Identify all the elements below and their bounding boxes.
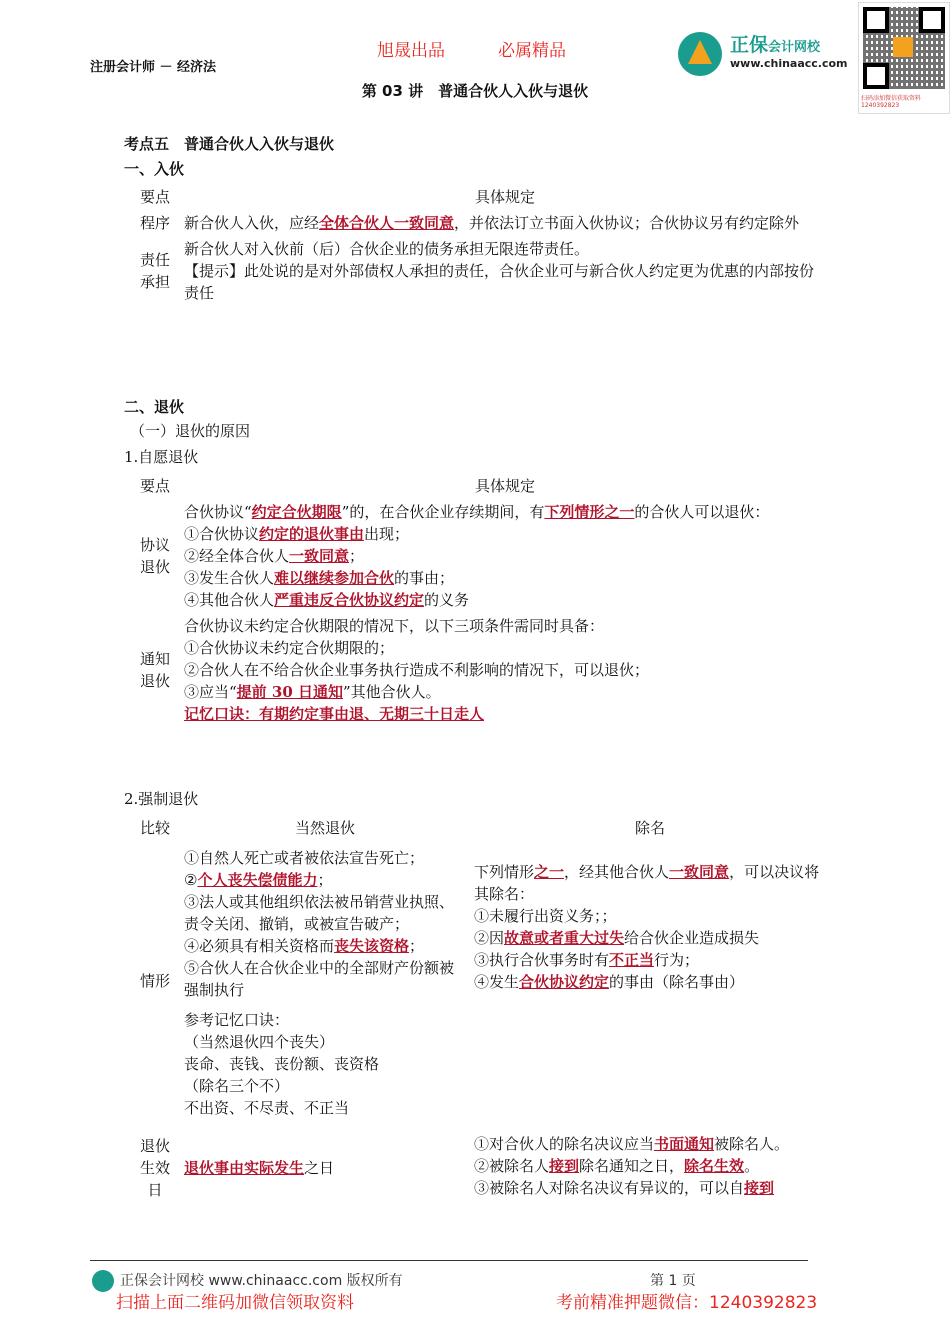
forced-withdrawal-table	[130, 815, 830, 1203]
footer-promo-left: 扫描上面二维码加微信领取资料	[116, 1293, 354, 1313]
header-expel: 除名	[634, 819, 665, 837]
table-row: 情形 ①自然人死亡或者被依法宣告死亡； ②个人丧失偿债能力； ③法人或其他组织依法被吊销营业执照、责令关闭、撤销，或被宣告破产； ④必须具有相关资格而丧失该资格； ⑤合伙人在合伙企业中的全部财产份额被强制执行 下列情形之一，经其他合伙人一致同意，可以决议将其除名： ①未履行出资义务；； ②因故意或者重大过失给合伙企业造成损失 ③执行合伙事务时有不正当行为； ④发生合伙协议约定的事由（除名事由）	[130, 841, 830, 1003]
logo-brand: 正保	[730, 34, 769, 56]
section-2-title: 二、退伙	[124, 398, 185, 416]
logo-icon	[678, 32, 722, 76]
row-label: 退伙 生效 日	[139, 1137, 170, 1199]
join-header-point: 要点	[139, 188, 170, 206]
qr-code[interactable]	[858, 2, 950, 114]
footer-copyright: 正保会计网校 www.chinaacc.com 版权所有	[120, 1273, 403, 1289]
footer-page-number: 第 1 页	[650, 1273, 696, 1289]
join-table	[130, 184, 830, 306]
subsection-title: （一）退伙的原因	[130, 422, 251, 440]
subsection-title: 2.强制退伙	[124, 790, 199, 808]
lecture-title: 第 03 讲 普通合伙人入伙与退伙	[361, 82, 589, 100]
table-row: 通知 退伙 合伙协议未约定合伙期限的情况下，以下三项条件需同时具备： ①合伙协议未约定合伙期限的； ②合伙人在不给合伙企业事务执行造成不利影响的情况下，可以退伙； ③应当“提前 30 日通知”其他合伙人。 记忆口诀：有期约定事由退、无期三十日走人	[130, 613, 830, 727]
subsection-title: 1.自愿退伙	[124, 448, 199, 466]
voluntary-withdrawal-table	[130, 473, 830, 727]
row-label: 协议 退伙	[139, 536, 170, 576]
promo-left: 旭晟出品	[377, 41, 445, 61]
topic-title: 考点五 普通合伙人入伙与退伙	[124, 135, 335, 153]
row-label: 责任 承担	[139, 251, 170, 291]
footer-divider	[90, 1260, 808, 1261]
header-rule: 具体规定	[474, 477, 535, 495]
key-term: 全体合伙人一致同意	[319, 214, 455, 232]
row-label: 通知 退伙	[139, 650, 170, 690]
logo-url: www.chinaacc.com	[730, 57, 848, 70]
qr-note: 扫码添加微信获取资料 1240392823	[861, 95, 922, 109]
section-1-title: 一、入伙	[124, 160, 185, 178]
header-compare: 比较	[139, 819, 170, 837]
mnemonic: 记忆口诀：有期约定事由退、无期三十日走人	[184, 705, 485, 723]
table-row: 协议 退伙 合伙协议“约定合伙期限”的，在合伙企业存续期间，有下列情形之一的合伙人可以退伙： ①合伙协议约定的退伙事由出现； ②经全体合伙人一致同意； ③发生合伙人难以继续参加合伙的事由； ④其他合伙人严重违反合伙协议约定的义务	[130, 499, 830, 613]
promo-right: 必属精品	[498, 41, 566, 61]
footer-promo-right: 考前精准押题微信：1240392823	[556, 1293, 818, 1313]
course-title: 注册会计师 － 经济法	[90, 60, 217, 75]
table-row: 参考记忆口诀： （当然退伙四个丧失） 丧命、丧钱、丧份额、丧资格 （除名三个不） 不出资、不尽责、不正当	[184, 1011, 380, 1117]
logo-sub: 会计网校	[768, 40, 821, 55]
header-point: 要点	[139, 477, 170, 495]
table-row: 程序 新合伙人入伙，应经全体合伙人一致同意，并依法订立书面入伙协议；合伙协议另有约定除外	[130, 210, 830, 236]
table-row: 责任 承担 新合伙人对入伙前（后）合伙企业的债务承担无限连带责任。 【提示】此处说的是对外部债权人承担的责任，合伙企业可与新合伙人约定更为优惠的内部按份责任	[130, 236, 830, 306]
table-row: 退伙 生效 日 退伙事由实际发生之日 ①对合伙人的除名决议应当书面通知被除名人。 ②被除名人接到除名通知之日，除名生效。 ③被除名人对除名决议有异议的，可以自接到	[130, 1121, 830, 1203]
qr-logo-icon	[893, 37, 913, 57]
footer-logo-icon	[92, 1270, 114, 1292]
row-label: 程序	[139, 214, 170, 232]
row-label: 情形	[139, 972, 170, 990]
join-header-rule: 具体规定	[474, 188, 535, 206]
header-natural: 当然退伙	[294, 819, 355, 837]
brand-logo[interactable]	[678, 30, 858, 78]
